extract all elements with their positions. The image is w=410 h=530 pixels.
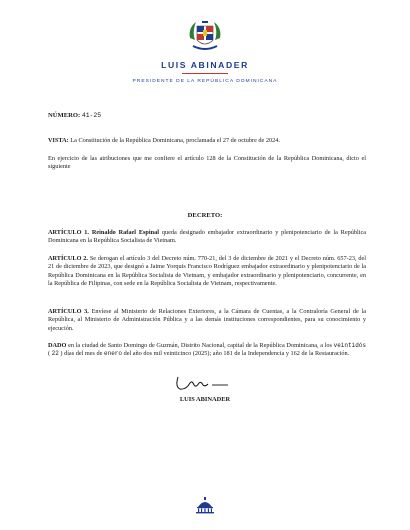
header-rule <box>182 73 228 74</box>
article-1-name: Reinaldo Rafael Espinal <box>89 229 159 236</box>
vista-text: La Constitución de la República Dominicana, proclamada el 27 de octubre de 2024. <box>68 137 280 144</box>
article-2-label: ARTÍCULO 2. <box>48 255 88 262</box>
dado-day-words: veintidós <box>333 342 366 349</box>
dado-paragraph <box>48 342 366 359</box>
article-1 <box>48 229 366 246</box>
article-1-label: ARTÍCULO 1. <box>48 229 89 236</box>
dado-text: en la ciudad de Santo Domingo de Guzmán, Distrito Nacional, capital de la República Dominicana, a los <box>66 342 334 349</box>
decreto-title: DECRETO: <box>187 212 223 219</box>
dado-label: DADO <box>48 342 67 349</box>
article-3 <box>48 308 366 333</box>
vista-label: VISTA: <box>48 137 69 144</box>
article-2-text: Se derogan el artículo 3 del Decreto núm. 770-21, del 3 de diciembre de 2021 y el Decreto núm. 657-23, del 21 de diciembre de 2023, que designó a Jaime Yorquis Francisco Rodríguez embajador extraordinario y plenipotenciario de la República Dominicana en la República Socialista de Vietnam, y embajador extraordinario y plenipotenciario, concurrente, en la República de Filipinas, con sede en la República Socialista de Vietnam, respectivamente. <box>48 255 367 288</box>
palace-dome-icon <box>193 496 217 514</box>
article-3-text: Envíese al Ministerio de Relaciones Exteriores, a la Cámara de Cuentas, a la Contraloría General de la República, al Ministerio de Administración Pública y a las demás instituciones correspondientes, para su conocimiento y ejecución. <box>48 308 366 332</box>
vista-paragraph <box>48 137 366 145</box>
dado-text: del año dos mil veinticinco (2025); año 181 de la Independencia y 162 de la Restauración. <box>122 350 350 358</box>
preamble-paragraph: En ejercicio de las atribuciones que me confiere el artículo 128 de la Constitución de la República Dominicana, dicto el siguiente <box>48 155 366 171</box>
decree-number <box>48 112 366 120</box>
article-3-label: ARTÍCULO 3. <box>48 308 89 315</box>
dado-text: ) días del mes de <box>58 350 104 358</box>
header-name: LUIS ABINADER <box>161 60 249 70</box>
dado-text: ( <box>48 350 52 358</box>
coat-of-arms-icon <box>186 18 224 54</box>
decree-number-value: 41-25 <box>81 112 102 119</box>
signature-icon <box>172 373 234 393</box>
decree-number-label: NÚMERO: <box>48 112 81 119</box>
dado-day-number: 22 <box>51 350 59 358</box>
article-2 <box>48 255 366 289</box>
header-subtitle: PRESIDENTE DE LA REPÚBLICA DOMINICANA <box>132 79 278 84</box>
dado-month: enero <box>104 350 123 358</box>
signature-name: LUIS ABINADER <box>179 396 231 403</box>
article-1-text: queda designado embajador extraordinario y plenipotenciario de la República Dominicana en la República Socialista de Vietnam. <box>48 229 367 245</box>
